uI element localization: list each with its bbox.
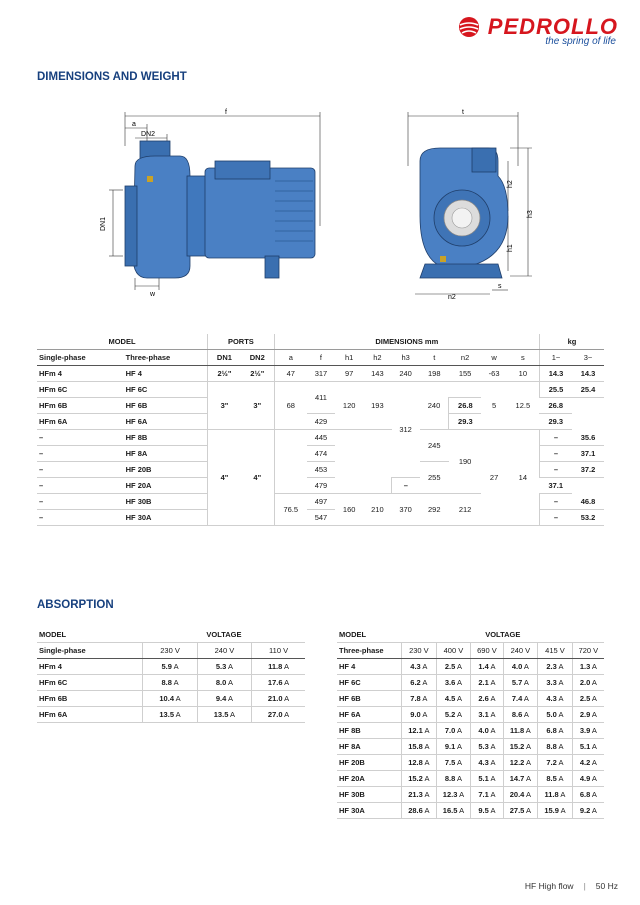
- table-row: [337, 755, 604, 771]
- current-value: 28.6 A: [402, 803, 437, 819]
- current-value: 7.2 A: [538, 755, 573, 771]
- col-volt: 240 V: [503, 643, 538, 659]
- table-row: [37, 707, 305, 723]
- table-row: [37, 382, 604, 398]
- pump-front-view-drawing: [400, 106, 540, 301]
- label-w: w: [150, 291, 156, 296]
- current-value: 2.1 A: [471, 675, 503, 691]
- brand-name: PEDROLLO: [487, 14, 618, 39]
- col-dn2: DN2: [241, 350, 274, 366]
- table-row: [337, 707, 604, 723]
- current-value: 3.1 A: [471, 707, 503, 723]
- current-value: 4.3 A: [402, 659, 437, 675]
- value-cell: 120: [335, 382, 363, 430]
- current-value: 4.3 A: [471, 755, 503, 771]
- dimensions-title: DIMENSIONS AND WEIGHT: [37, 71, 187, 83]
- current-value: 5.3 A: [197, 659, 251, 675]
- current-value: 15.2 A: [503, 739, 538, 755]
- current-value: 8.8 A: [538, 739, 573, 755]
- value-cell: 143: [363, 366, 391, 382]
- group-kg: kg: [539, 334, 604, 350]
- current-value: 8.8 A: [436, 771, 471, 787]
- value-cell: [274, 430, 307, 494]
- absorption-three-phase-table: [337, 627, 604, 819]
- current-value: 2.0 A: [572, 675, 604, 691]
- value-cell: 190: [449, 430, 482, 494]
- value-cell: 97: [335, 366, 363, 382]
- value-cell: 53.2: [572, 510, 604, 526]
- current-value: 4.5 A: [436, 691, 471, 707]
- group-dimensions: DIMENSIONS mm: [274, 334, 539, 350]
- page-footer: HF High flow | 50 Hz: [524, 881, 618, 891]
- col-dn1: DN1: [208, 350, 241, 366]
- current-value: 15.2 A: [402, 771, 437, 787]
- table-row: [337, 659, 604, 675]
- value-cell: 411: [307, 382, 335, 414]
- current-value: 12.3 A: [436, 787, 471, 803]
- value-cell: 312: [392, 382, 420, 478]
- value-cell: 26.8: [449, 398, 482, 414]
- col-h1: h1: [335, 350, 363, 366]
- current-value: 13.5 A: [197, 707, 251, 723]
- value-cell: 212: [449, 494, 482, 526]
- value-cell: –: [539, 446, 572, 462]
- current-value: 11.8 A: [538, 787, 573, 803]
- current-value: 11.8 A: [252, 659, 305, 675]
- value-cell: 240: [392, 366, 420, 382]
- table-row: [37, 430, 604, 446]
- label-n2: n2: [448, 294, 456, 301]
- current-value: 5.3 A: [471, 739, 503, 755]
- value-cell: –: [539, 494, 572, 510]
- current-value: 2.9 A: [572, 707, 604, 723]
- current-value: 3.9 A: [572, 723, 604, 739]
- table-column-header: [37, 643, 305, 659]
- value-cell: 429: [307, 414, 335, 430]
- current-value: 2.6 A: [471, 691, 503, 707]
- current-value: 7.1 A: [471, 787, 503, 803]
- table-row: [337, 771, 604, 787]
- col-single-phase: Single-phase: [37, 350, 124, 366]
- value-cell: 29.3: [449, 414, 482, 430]
- col-w: w: [481, 350, 506, 366]
- label-h1: h1: [507, 244, 514, 252]
- value-cell: 35.6: [572, 430, 604, 446]
- table-column-header: [337, 643, 604, 659]
- model-cell: HF 20B: [124, 462, 208, 478]
- label-f: f: [225, 109, 227, 116]
- table-row: [337, 723, 604, 739]
- current-value: 8.0 A: [197, 675, 251, 691]
- value-cell: 210: [363, 494, 391, 526]
- value-cell: 255: [420, 462, 449, 494]
- col-phase: Three-phase: [337, 643, 402, 659]
- current-value: 5.1 A: [572, 739, 604, 755]
- value-cell: 29.3: [539, 414, 572, 430]
- model-cell: HFm 6B: [37, 691, 143, 707]
- col-volt: 690 V: [471, 643, 503, 659]
- model-cell: HF 6A: [124, 414, 208, 430]
- current-value: 7.5 A: [436, 755, 471, 771]
- model-cell: HF 30A: [124, 510, 208, 526]
- value-cell: 445: [307, 430, 335, 446]
- current-value: 7.8 A: [402, 691, 437, 707]
- col-t: t: [420, 350, 449, 366]
- current-value: 27.5 A: [503, 803, 538, 819]
- label-s: s: [498, 283, 502, 290]
- value-cell: 160: [335, 494, 363, 526]
- value-cell: 453: [307, 462, 335, 478]
- model-cell: HF 30A: [337, 803, 402, 819]
- value-cell: -63: [481, 366, 506, 382]
- value-cell: 245: [420, 430, 449, 462]
- current-value: 3.6 A: [436, 675, 471, 691]
- value-cell: 25.4: [572, 382, 604, 398]
- current-value: 2.5 A: [572, 691, 604, 707]
- value-cell: 479: [307, 478, 335, 494]
- value-cell: 37.2: [572, 462, 604, 478]
- model-cell: –: [37, 510, 124, 526]
- value-cell: 2½": [241, 366, 274, 382]
- value-cell: 292: [420, 494, 449, 526]
- current-value: 8.5 A: [538, 771, 573, 787]
- current-value: 5.9 A: [143, 659, 197, 675]
- label-a: a: [132, 121, 136, 128]
- value-cell: 76.5: [274, 494, 307, 526]
- model-cell: HF 8A: [337, 739, 402, 755]
- table-row: [337, 787, 604, 803]
- col-volt: 400 V: [436, 643, 471, 659]
- footer-frequency: 50 Hz: [595, 881, 618, 891]
- current-value: 14.7 A: [503, 771, 538, 787]
- col-volt: 720 V: [572, 643, 604, 659]
- value-cell: 27: [481, 430, 506, 526]
- value-cell: 46.8: [572, 494, 604, 510]
- model-cell: HF 30B: [124, 494, 208, 510]
- value-cell: 68: [274, 382, 307, 430]
- current-value: 6.8 A: [538, 723, 573, 739]
- current-value: 9.0 A: [402, 707, 437, 723]
- col-phase: Single-phase: [37, 643, 143, 659]
- model-cell: HF 30B: [337, 787, 402, 803]
- current-value: 16.5 A: [436, 803, 471, 819]
- col-model: MODEL: [337, 627, 402, 643]
- value-cell: 317: [307, 366, 335, 382]
- current-value: 4.9 A: [572, 771, 604, 787]
- current-value: 6.2 A: [402, 675, 437, 691]
- model-cell: HFm 6C: [37, 382, 124, 398]
- value-cell: 497: [307, 494, 335, 510]
- model-cell: HFm 6B: [37, 398, 124, 414]
- value-cell: 3": [208, 382, 241, 430]
- table-group-header: [37, 627, 305, 643]
- col-volt: 230 V: [143, 643, 197, 659]
- col-kg-3: 3~: [572, 350, 604, 366]
- value-cell: 2½": [208, 366, 241, 382]
- model-cell: HF 20B: [337, 755, 402, 771]
- model-cell: HF 8A: [124, 446, 208, 462]
- col-volt: 110 V: [252, 643, 305, 659]
- col-f: f: [307, 350, 335, 366]
- label-t: t: [462, 109, 464, 116]
- value-cell: –: [539, 430, 572, 446]
- value-cell: 12.5: [507, 382, 540, 430]
- current-value: 5.7 A: [503, 675, 538, 691]
- value-cell: –: [392, 478, 420, 494]
- absorption-title: ABSORPTION: [37, 599, 114, 611]
- value-cell: 155: [449, 366, 482, 382]
- label-dn1: DN1: [100, 216, 107, 231]
- current-value: 17.6 A: [252, 675, 305, 691]
- model-cell: HF 20A: [124, 478, 208, 494]
- col-voltage: VOLTAGE: [143, 627, 305, 643]
- current-value: 7.0 A: [436, 723, 471, 739]
- logo-ball-icon: [458, 16, 480, 38]
- value-cell: –: [539, 510, 572, 526]
- table-row: [37, 366, 604, 382]
- model-cell: HF 6B: [337, 691, 402, 707]
- value-cell: 14: [507, 430, 540, 526]
- model-cell: –: [37, 446, 124, 462]
- current-value: 1.4 A: [471, 659, 503, 675]
- model-cell: HFm 4: [37, 366, 124, 382]
- current-value: 4.0 A: [503, 659, 538, 675]
- model-cell: –: [37, 430, 124, 446]
- current-value: 27.0 A: [252, 707, 305, 723]
- current-value: 21.3 A: [402, 787, 437, 803]
- model-cell: HFm 4: [37, 659, 143, 675]
- model-cell: HFm 6A: [37, 414, 124, 430]
- col-h3: h3: [392, 350, 420, 366]
- model-cell: HF 6C: [124, 382, 208, 398]
- current-value: 5.2 A: [436, 707, 471, 723]
- table-column-header: [37, 350, 604, 366]
- current-value: 8.8 A: [143, 675, 197, 691]
- group-ports: PORTS: [208, 334, 275, 350]
- current-value: 3.3 A: [538, 675, 573, 691]
- current-value: 9.5 A: [471, 803, 503, 819]
- value-cell: [449, 382, 482, 398]
- footer-product: HF High flow: [524, 881, 574, 891]
- value-cell: 4": [208, 430, 241, 526]
- current-value: 12.2 A: [503, 755, 538, 771]
- current-value: 10.4 A: [143, 691, 197, 707]
- table-row: [337, 803, 604, 819]
- col-voltage: VOLTAGE: [402, 627, 604, 643]
- value-cell: 474: [307, 446, 335, 462]
- value-cell: 26.8: [539, 398, 572, 414]
- dimensions-table: [37, 334, 604, 526]
- current-value: 4.3 A: [538, 691, 573, 707]
- current-value: 15.9 A: [538, 803, 573, 819]
- value-cell: 370: [392, 494, 420, 526]
- value-cell: 37.1: [572, 446, 604, 462]
- current-value: 21.0 A: [252, 691, 305, 707]
- col-model: MODEL: [37, 627, 143, 643]
- model-cell: HFm 6C: [37, 675, 143, 691]
- current-value: 20.4 A: [503, 787, 538, 803]
- pump-side-view-drawing: [95, 106, 335, 296]
- col-three-phase: Three-phase: [124, 350, 208, 366]
- model-cell: –: [37, 478, 124, 494]
- model-cell: HF 6A: [337, 707, 402, 723]
- table-row: [37, 659, 305, 675]
- current-value: 5.1 A: [471, 771, 503, 787]
- col-volt: 415 V: [538, 643, 573, 659]
- value-cell: 14.3: [572, 366, 604, 382]
- current-value: 4.0 A: [471, 723, 503, 739]
- value-cell: 240: [420, 382, 449, 430]
- current-value: 2.3 A: [538, 659, 573, 675]
- model-cell: HF 6B: [124, 398, 208, 414]
- current-value: 9.1 A: [436, 739, 471, 755]
- group-model: MODEL: [37, 334, 208, 350]
- model-cell: HF 6C: [337, 675, 402, 691]
- value-cell: 47: [274, 366, 307, 382]
- col-kg-1: 1~: [539, 350, 572, 366]
- value-cell: 3": [241, 382, 274, 430]
- current-value: 13.5 A: [143, 707, 197, 723]
- value-cell: 198: [420, 366, 449, 382]
- col-a: a: [274, 350, 307, 366]
- model-cell: –: [37, 462, 124, 478]
- brand-tagline: the spring of life: [545, 36, 616, 47]
- label-h3: h3: [527, 210, 534, 218]
- model-cell: HF 8B: [337, 723, 402, 739]
- current-value: 15.8 A: [402, 739, 437, 755]
- model-cell: HFm 6A: [37, 707, 143, 723]
- label-h2: h2: [507, 180, 514, 188]
- table-row: [337, 675, 604, 691]
- table-row: [337, 739, 604, 755]
- table-group-header: [37, 334, 604, 350]
- table-row: [337, 691, 604, 707]
- col-s: s: [507, 350, 540, 366]
- label-dn2: DN2: [141, 131, 156, 138]
- value-cell: 4": [241, 430, 274, 526]
- model-cell: –: [37, 494, 124, 510]
- table-row: [37, 691, 305, 707]
- table-group-header: [337, 627, 604, 643]
- model-cell: HF 20A: [337, 771, 402, 787]
- current-value: 1.3 A: [572, 659, 604, 675]
- model-cell: HF 4: [124, 366, 208, 382]
- current-value: 11.8 A: [503, 723, 538, 739]
- current-value: 6.8 A: [572, 787, 604, 803]
- model-cell: HF 8B: [124, 430, 208, 446]
- current-value: 5.0 A: [538, 707, 573, 723]
- current-value: 12.1 A: [402, 723, 437, 739]
- col-n2: n2: [449, 350, 482, 366]
- model-cell: HF 4: [337, 659, 402, 675]
- pedrollo-logo: [458, 14, 618, 54]
- value-cell: 14.3: [539, 366, 572, 382]
- value-cell: [363, 430, 391, 494]
- table-row: [37, 675, 305, 691]
- value-cell: [335, 430, 363, 494]
- current-value: 2.5 A: [436, 659, 471, 675]
- value-cell: 25.5: [539, 382, 572, 398]
- current-value: 9.4 A: [197, 691, 251, 707]
- value-cell: 10: [507, 366, 540, 382]
- col-volt: 230 V: [402, 643, 437, 659]
- current-value: 9.2 A: [572, 803, 604, 819]
- value-cell: 547: [307, 510, 335, 526]
- value-cell: –: [539, 462, 572, 478]
- value-cell: 37.1: [539, 478, 572, 494]
- value-cell: 193: [363, 382, 391, 430]
- col-h2: h2: [363, 350, 391, 366]
- current-value: 7.4 A: [503, 691, 538, 707]
- current-value: 4.2 A: [572, 755, 604, 771]
- value-cell: 5: [481, 382, 506, 430]
- absorption-single-phase-table: [37, 627, 305, 723]
- current-value: 8.6 A: [503, 707, 538, 723]
- col-volt: 240 V: [197, 643, 251, 659]
- current-value: 12.8 A: [402, 755, 437, 771]
